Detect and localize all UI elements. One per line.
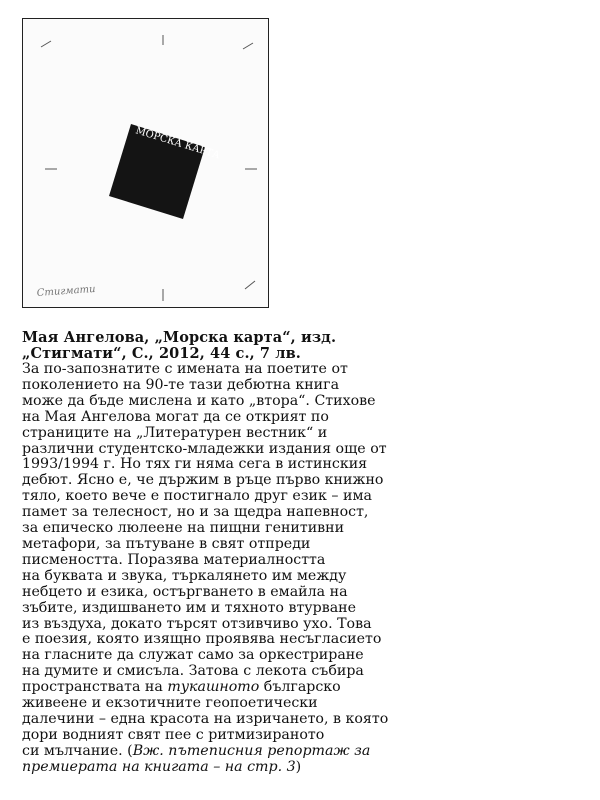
cover-artwork [23,19,270,309]
body-line: дебют. Ясно е, че държим в ръце първо книжно [22,472,384,489]
body-line: живеене и екзотичните геопоетически [22,695,318,712]
body-line: метафори, за пътуване в свят отпреди [22,535,311,552]
body-line: на думите и смисъла. Затова с лекота събира [22,663,364,680]
cover-title-text: МОРСКА КАРТА [134,125,222,162]
body-line: далечини – една красота на изричането, в която [22,710,389,727]
reference-close: ) [295,758,302,775]
article-body [22,362,582,776]
body-line [22,680,582,696]
body-line: на гласните да служат само за оркестриране [22,647,364,664]
body-line: може да бъде мислена и като „втора“. Стихове [22,392,376,409]
tick-mark [245,281,255,289]
body-line: зъбите, издишването им и тяхното втурване [22,599,357,616]
body-line [22,744,582,760]
headline [22,330,582,362]
body-line: поколението на 90-те тази дебютна книга [22,376,340,393]
review-article [22,330,582,776]
headline-line: „Стигмати“, С., 2012, 44 с., 7 лв. [22,345,301,362]
body-line [22,760,582,776]
body-line: За по-запознатите с имената на поетите от [22,361,348,377]
body-line: страниците на „Литературен вестник“ и [22,424,328,441]
body-line: различни студентско-младежки издания още от [22,440,387,457]
reference-note: премиерата на книгата – на стр. 3 [22,758,296,775]
body-line-end: българско [259,679,341,696]
italic-word: тукашното [167,679,260,696]
body-line: тяло, което вече е постигнало друг език – има [22,488,372,505]
body-line: дори водният свят пее с ритмизираното [22,726,325,743]
body-line: на буквата и звука, търкалянето им между [22,567,347,584]
reference-note: Вж. пътеписния репортаж за [132,742,371,759]
body-line: на Мая Ангелова могат да се открият по [22,408,329,425]
body-line: е поезия, която изящно проявява несъгласието [22,631,382,648]
body-line: памет за телесност, но и за щедра напевност, [22,504,369,521]
tick-mark [243,43,253,49]
signature: Стигмати [36,283,96,299]
body-line: 1993/1994 г. Но тях ги няма сега в истинския [22,456,368,473]
body-line-start: си мълчание. ( [22,742,133,759]
body-line: из въздуха, докато търсят отзивчиво ухо. Това [22,615,372,632]
headline-line: Мая Ангелова, „Морска карта“, изд. [22,329,337,346]
body-line: за епическо люлеене на пищни генитивни [22,520,345,537]
body-line: небцето и езика, остъргването в емайла на [22,583,348,600]
book-cover [22,18,269,308]
body-line: писмеността. Поразява материалността [22,551,326,568]
body-line-start: пространствата на [22,679,168,696]
tick-mark [41,41,51,47]
